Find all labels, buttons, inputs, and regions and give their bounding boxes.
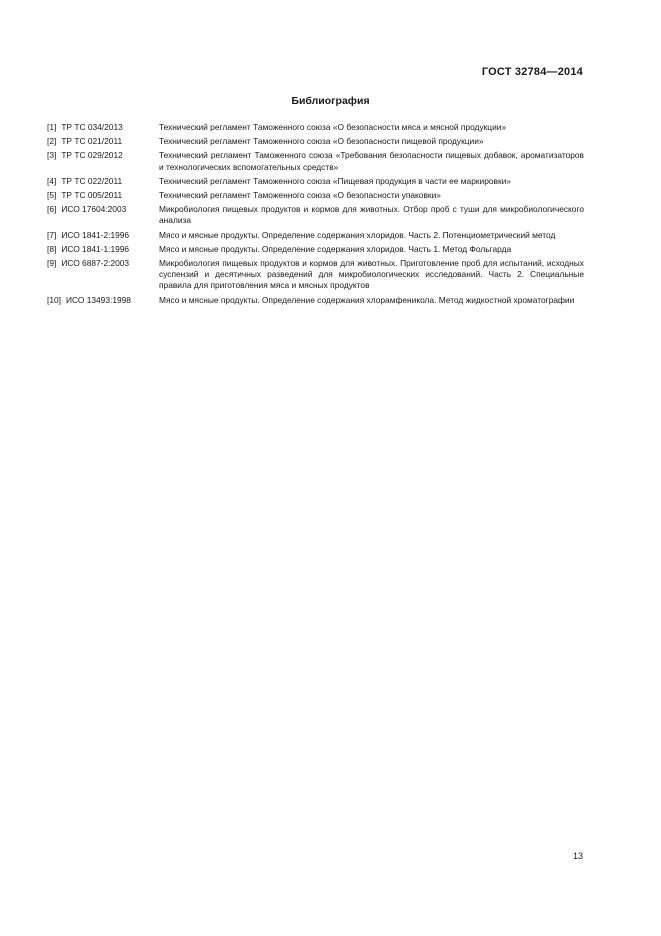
entry-code: ИСО 1841-1:1996 xyxy=(61,243,130,254)
bibliography-entry xyxy=(47,150,584,172)
page-number: 13 xyxy=(572,851,583,861)
entry-number: [10] xyxy=(47,294,61,305)
entry-reference xyxy=(47,122,159,133)
entry-code: ТР ТС 005/2011 xyxy=(61,190,123,201)
entry-code: ИСО 1841-2:1996 xyxy=(61,229,130,240)
document-code: ГОСТ 32784—2014 xyxy=(481,66,583,78)
bibliography-entry xyxy=(47,136,584,147)
bibliography-list xyxy=(47,122,584,309)
entry-code: ИСО 6887-2:2003 xyxy=(61,258,130,269)
entry-number: [3] xyxy=(47,150,57,161)
bibliography-entry xyxy=(47,258,584,292)
entry-text: Микробиология пищевых продуктов и кормов для животных. Отбор проб с туши для микробиологического анализа xyxy=(159,204,584,226)
bibliography-entry xyxy=(47,244,584,255)
entry-number: [8] xyxy=(47,243,57,254)
entry-reference xyxy=(47,136,159,147)
entry-reference xyxy=(47,176,159,187)
entry-text: Технический регламент Таможенного союза «О безопасности упаковки» xyxy=(159,190,441,201)
bibliography-title: Библиография xyxy=(291,95,370,107)
entry-text: Технический регламент Таможенного союза «Требования безопасности пищевых добавок, ароматизаторов и технологических вспомогательных средств» xyxy=(159,150,584,172)
entry-text: Технический регламент Таможенного союза «О безопасности мяса и мясной продукции» xyxy=(159,122,507,132)
entry-number: [2] xyxy=(47,136,57,147)
entry-number: [1] xyxy=(47,122,57,132)
entry-reference xyxy=(47,204,159,226)
entry-text: Микробиология пищевых продуктов и кормов для животных. Приготовление проб для испытаний, исходных суспензий и десятичных разведений для микробиологических исследований. Часть 2. Специальные правила для приготовления мяса и мясных продуктов xyxy=(159,258,584,291)
bibliography-entry xyxy=(47,190,584,201)
entry-reference xyxy=(47,295,159,306)
entry-code: ТР ТС 021/2011 xyxy=(61,136,123,147)
bibliography-entry xyxy=(47,176,584,187)
entry-reference xyxy=(47,190,159,201)
entry-reference xyxy=(47,150,159,172)
bibliography-entry xyxy=(47,204,584,226)
entry-number: [9] xyxy=(47,258,57,269)
entry-text: Мясо и мясные продукты. Определение содержания хлоридов. Часть 2. Потенциометрический метод xyxy=(159,229,556,240)
entry-code: ТР ТС 022/2011 xyxy=(61,175,123,186)
entry-number: [4] xyxy=(47,175,57,186)
entry-code: ИСО 13493:1998 xyxy=(65,294,131,305)
entry-number: [5] xyxy=(47,190,57,201)
entry-reference xyxy=(47,244,159,255)
entry-code: ИСО 17604:2003 xyxy=(61,204,127,215)
entry-text: Мясо и мясные продукты. Определение содержания хлорамфеникола. Метод жидкостной хроматографии xyxy=(159,294,575,305)
bibliography-entry xyxy=(47,230,584,241)
bibliography-entry xyxy=(47,122,584,133)
entry-text: Мясо и мясные продукты. Определение содержания хлоридов. Часть 1. Метод Фольгарда xyxy=(159,243,512,254)
entry-number: [6] xyxy=(47,204,57,215)
entry-number: [7] xyxy=(47,229,57,240)
bibliography-entry xyxy=(47,295,584,306)
entry-code: ТР ТС 034/2013 xyxy=(61,122,123,132)
entry-code: ТР ТС 029/2012 xyxy=(61,150,123,161)
entry-text: Технический регламент Таможенного союза «Пищевая продукция в части ее маркировки» xyxy=(159,175,511,186)
entry-text: Технический регламент Таможенного союза «О безопасности пищевой продукции» xyxy=(159,136,484,147)
entry-reference xyxy=(47,230,159,241)
entry-reference xyxy=(47,258,159,292)
